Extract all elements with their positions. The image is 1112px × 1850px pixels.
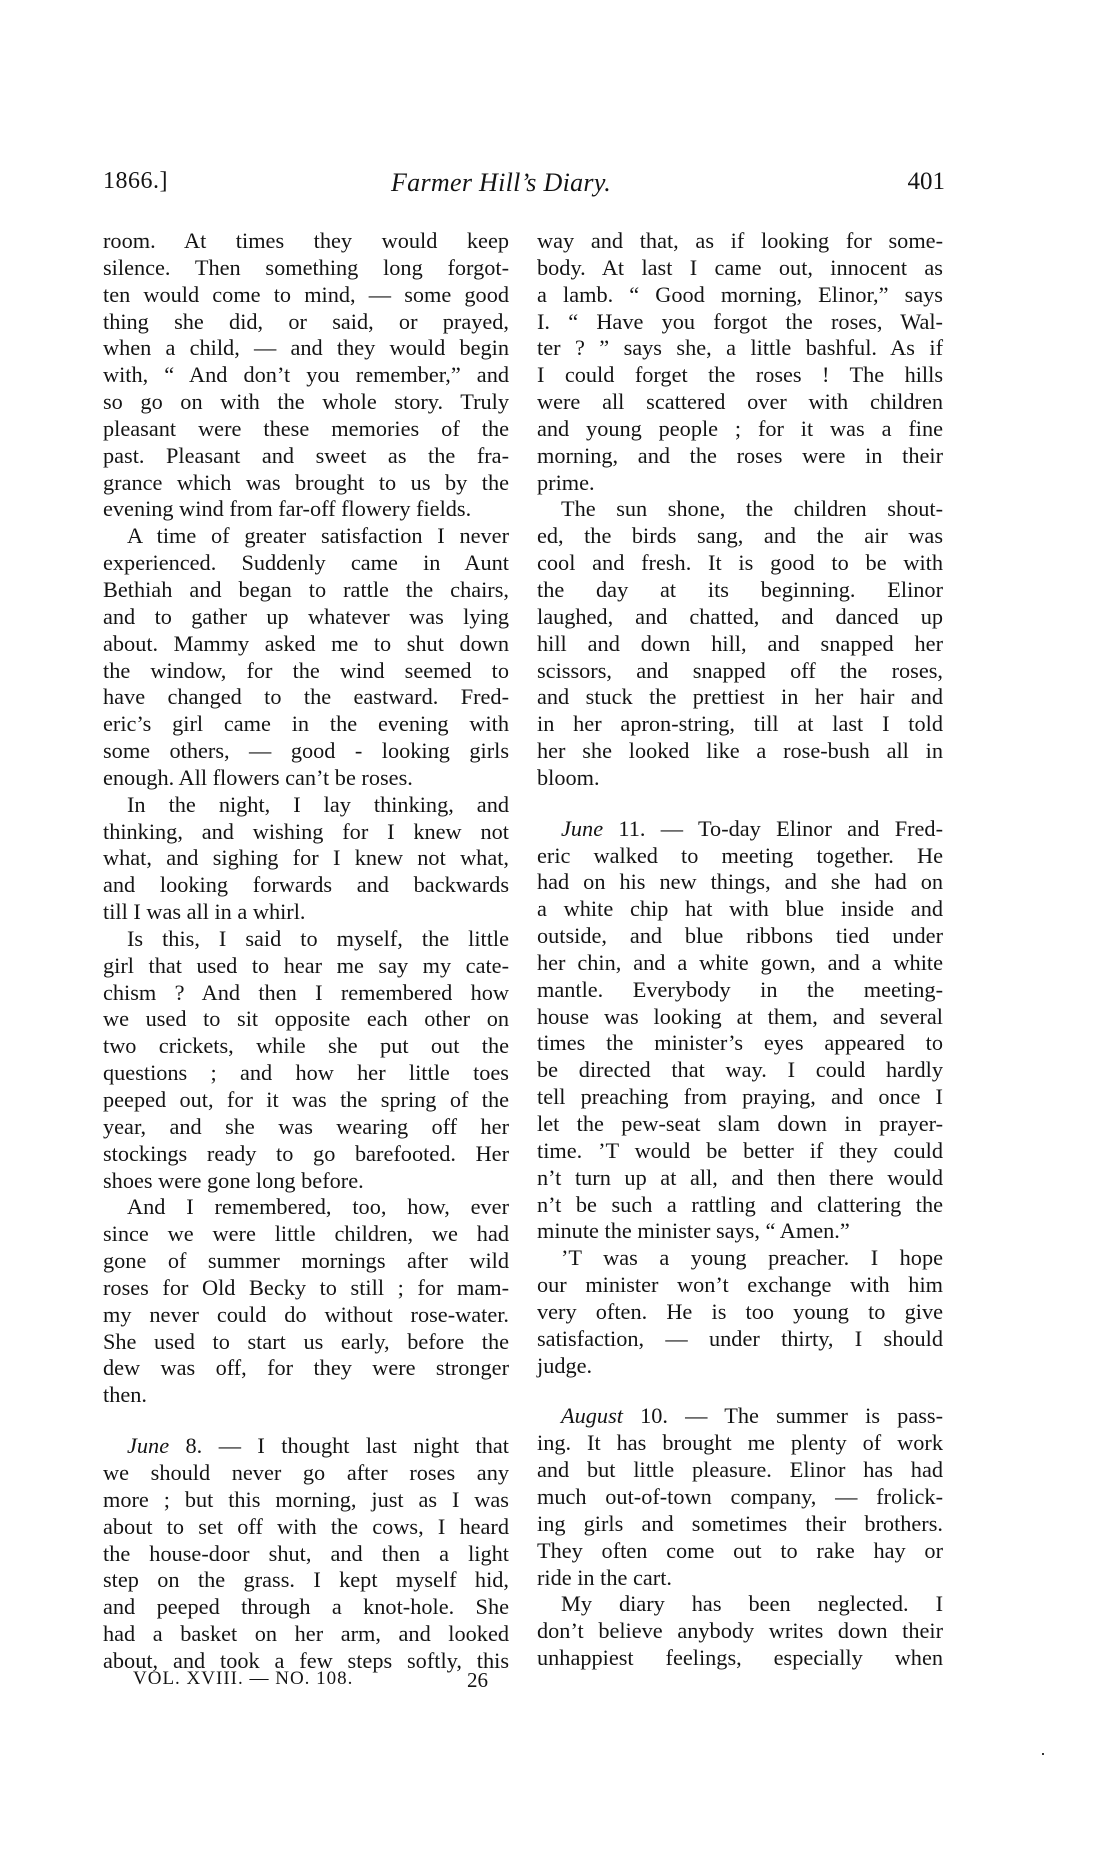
text-line: about. Mammy asked me to shut down: [103, 630, 509, 656]
entry-spacer: [537, 1379, 943, 1403]
text-line: ’T was a young preacher. I hope: [561, 1245, 943, 1271]
diary-entry-heading: [103, 1433, 509, 1460]
text-line: had on his new things, and she had on: [537, 869, 943, 895]
text-line: much out-of-town company, — frolick-: [537, 1483, 943, 1509]
text-line: girl that used to hear me say my cate-: [103, 952, 509, 978]
text-line: ing girls and sometimes their brothers.: [537, 1510, 943, 1536]
text-line: times the minister’s eyes appeared to: [537, 1030, 943, 1056]
text-line: year, and she was wearing off her: [103, 1113, 509, 1139]
text-line: ed, the birds sang, and the air was: [537, 523, 943, 549]
text-line: They often come out to rake hay or: [537, 1537, 943, 1563]
text-line: with, “ And don’t you remember,” and: [103, 362, 509, 388]
text-line: ten would come to mind, — some good: [103, 281, 509, 307]
text-line: grance which was brought to us by the: [103, 469, 509, 495]
text-line: till I was all in a whirl.: [103, 899, 306, 925]
volume-number: VOL. XVIII. — NO. 108.: [133, 1668, 354, 1689]
text-line: peeped out, for it was the spring of the: [103, 1087, 509, 1112]
text-line: I. “ Have you forgot the roses, Wal-: [537, 308, 943, 334]
text-line: the window, for the wind seemed to: [103, 657, 509, 683]
text-line: and but little pleasure. Elinor has had: [537, 1457, 943, 1483]
text-line: My diary has been neglected. I: [561, 1591, 943, 1617]
right-column: [537, 228, 943, 1672]
text-line: scissors, and snapped off the roses,: [537, 657, 943, 683]
running-head: [103, 168, 945, 202]
text-line: her she looked like a rose-bush all in: [537, 738, 943, 764]
text-line: chism ? And then I remembered how: [103, 979, 509, 1005]
text-line: when a child, — and they would begin: [103, 335, 509, 361]
text-line: the day at its beginning. Elinor: [537, 576, 943, 602]
text-line: hill and down hill, and snapped her: [537, 630, 943, 656]
dust-speck: [1042, 1753, 1044, 1755]
text-line: and to gather up whatever was lying: [103, 603, 509, 629]
diary-entry-heading: [537, 1403, 943, 1430]
text-line: past. Pleasant and sweet as the fra-: [103, 442, 509, 468]
text-line: Bethiah and began to rattle the chairs,: [103, 576, 509, 602]
text-line: stockings ready to go barefooted. Her: [103, 1140, 509, 1166]
text-line: what, and sighing for I knew not what,: [103, 845, 509, 871]
entry-spacer: [103, 1409, 509, 1433]
text-line: gone of summer mornings after wild: [103, 1248, 509, 1274]
entry-spacer: [537, 792, 943, 816]
text-line: The sun shone, the children shout-: [561, 496, 943, 522]
header-title: Farmer Hill’s Diary.: [391, 168, 612, 197]
text-line: tell preaching from praying, and once I: [537, 1084, 943, 1110]
text-line: house was looking at them, and several: [537, 1003, 943, 1029]
page-footer: [133, 1668, 503, 1696]
text-line: since we were little children, we had: [103, 1221, 509, 1247]
text-line: experienced. Suddenly came in Aunt: [103, 550, 509, 576]
text-line: shoes were gone long before.: [103, 1167, 364, 1193]
text-line: roses for Old Becky to still ; for mam-: [103, 1274, 509, 1300]
text-line: unhappiest feelings, especially when: [537, 1645, 943, 1671]
text-line: questions ; and how her little toes: [103, 1060, 509, 1086]
text-line: evening wind from far-off flowery fields.: [103, 496, 472, 522]
text-line: and stuck the prettiest in her hair and: [537, 684, 943, 710]
text-line: morning, and the roses were in their: [537, 442, 943, 468]
text-line: She used to start us early, before the: [103, 1328, 509, 1354]
text-line: about, and took a few steps softly, this: [103, 1647, 509, 1673]
text-line: cool and fresh. It is good to be with: [537, 550, 943, 576]
text-line: step on the grass. I kept myself hid,: [103, 1567, 509, 1593]
text-line: then.: [103, 1382, 147, 1408]
text-line: laughed, and chatted, and danced up: [537, 603, 943, 629]
text-line: bloom.: [537, 764, 600, 790]
text-line: mantle. Everybody in the meeting-: [537, 976, 943, 1002]
entry-date-month: June: [127, 1433, 170, 1459]
text-line: more ; but this morning, just as I was: [103, 1486, 509, 1512]
text-line: thinking, and wishing for I knew not: [103, 818, 509, 844]
entry-date-month: August: [561, 1403, 623, 1429]
text-line: and peeped through a knot-hole. She: [103, 1594, 509, 1620]
text-line: be directed that way. I could hardly: [537, 1057, 943, 1083]
text-line: a lamb. “ Good morning, Elinor,” says: [537, 281, 943, 307]
entry-date-month: June: [561, 815, 604, 841]
text-line: a white chip hat with blue inside and: [537, 896, 943, 922]
text-line: thing she did, or said, or prayed,: [103, 308, 509, 334]
text-line: our minister won’t exchange with him: [537, 1272, 943, 1298]
text-line: time. ’T would be better if they could: [537, 1137, 943, 1163]
text-line: her chin, and a white gown, and a white: [537, 949, 943, 975]
text-line: very often. He is too young to give: [537, 1298, 943, 1324]
text-line: two crickets, while she put out the: [103, 1033, 509, 1059]
text-line: about to set off with the cows, I heard: [103, 1513, 509, 1539]
text-line: some others, — good - looking girls: [103, 738, 509, 764]
text-line: And I remembered, too, how, ever: [127, 1194, 509, 1220]
entry-date-text: 8. — I thought last night that: [169, 1433, 509, 1459]
text-line: let the pew-seat slam down in prayer-: [537, 1111, 943, 1136]
text-line: A time of greater satisfaction I never: [127, 523, 509, 549]
entry-date-text: 11. — To-day Elinor and Fred-: [603, 815, 943, 841]
text-line: so go on with the whole story. Truly: [103, 389, 509, 415]
text-line: don’t believe anybody writes down their: [537, 1618, 943, 1644]
text-line: way and that, as if looking for some-: [537, 228, 943, 253]
text-line: ride in the cart.: [537, 1564, 672, 1590]
text-line: and looking forwards and backwards: [103, 872, 509, 898]
text-line: In the night, I lay thinking, and: [127, 791, 509, 817]
signature-mark: 26: [467, 1668, 488, 1692]
text-line: minute the minister says, “ Amen.”: [537, 1218, 850, 1244]
text-line: Is this, I said to myself, the little: [127, 925, 509, 951]
diary-entry-heading: [537, 816, 943, 843]
entry-date-text: 10. — The summer is pass-: [622, 1403, 943, 1429]
text-line: ing. It has brought me plenty of work: [537, 1430, 943, 1456]
text-line: n’t be such a rattling and clattering the: [537, 1191, 943, 1217]
text-line: outside, and blue ribbons tied under: [537, 923, 943, 949]
text-line: I could forget the roses ! The hills: [537, 362, 943, 388]
text-line: and young people ; for it was a fine: [537, 415, 943, 441]
text-line: judge.: [537, 1352, 593, 1378]
text-line: had a basket on her arm, and looked: [103, 1621, 509, 1647]
left-column: [103, 228, 509, 1675]
text-line: satisfaction, — under thirty, I should: [537, 1325, 943, 1351]
text-line: the house-door shut, and then a light: [103, 1540, 509, 1566]
text-line: dew was off, for they were stronger: [103, 1355, 509, 1381]
text-line: silence. Then something long forgot-: [103, 254, 509, 280]
text-line: have changed to the eastward. Fred-: [103, 684, 509, 710]
text-line: pleasant were these memories of the: [103, 415, 509, 441]
header-year: 1866.]: [103, 168, 168, 194]
text-line: enough. All flowers can’t be roses.: [103, 764, 413, 790]
text-line: ter ? ” says she, a little bashful. As if: [537, 335, 943, 361]
text-line: prime.: [537, 469, 595, 495]
text-line: we should never go after roses any: [103, 1459, 509, 1485]
text-line: eric’s girl came in the evening with: [103, 711, 509, 737]
text-line: room. At times they would keep: [103, 228, 509, 253]
text-line: were all scattered over with children: [537, 389, 943, 415]
text-line: we used to sit opposite each other on: [103, 1006, 509, 1032]
page-number: 401: [907, 168, 945, 195]
text-line: eric walked to meeting together. He: [537, 842, 943, 868]
text-line: body. At last I came out, innocent as: [537, 254, 943, 280]
text-line: my never could do without rose-water.: [103, 1301, 509, 1327]
text-line: n’t turn up at all, and then there would: [537, 1164, 943, 1190]
text-line: in her apron-string, till at last I told: [537, 711, 943, 737]
